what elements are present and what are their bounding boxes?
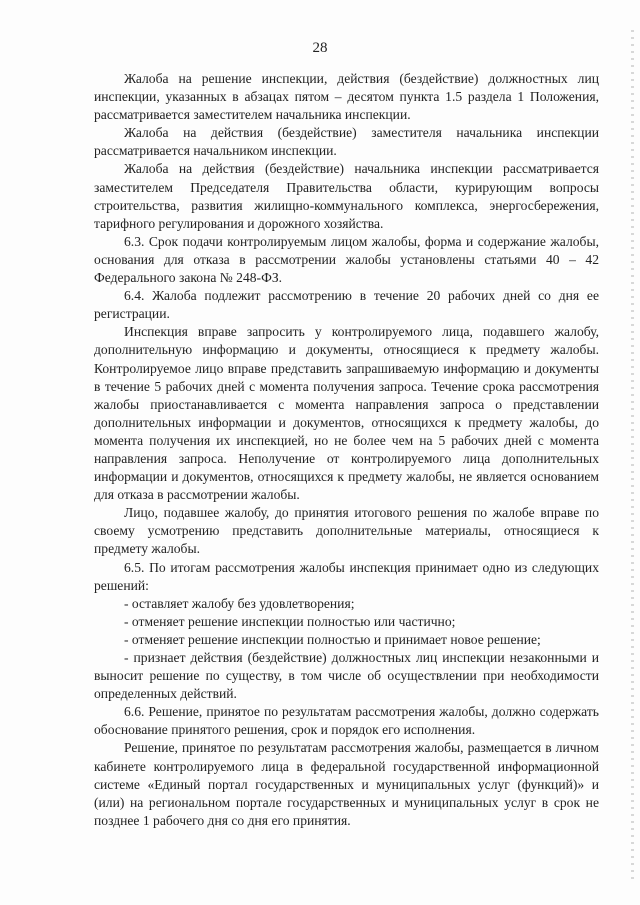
- list-item-cancel-new-decision: - отменяет решение инспекции полностью и принимает новое решение;: [124, 631, 541, 647]
- paragraph-decision-published: Решение, принятое по результатам рассмотрения жалобы, размещается в личном кабинете контролируемого лица в федеральной государственной информационной системе «Единый портал государственных и муниципальных услуг (функций)» и (или) на региональном портале государственных и муниципальных услуг в срок не позднее 1 рабочего дня со дня его принятия.: [94, 740, 599, 828]
- paragraph-6-4: 6.4. Жалоба подлежит рассмотрению в течение 20 рабочих дней со дня ее регистрации.: [94, 288, 599, 322]
- list-item-recognize-illegal: - признает действия (бездействие) должностных лиц инспекции незаконными и выносит решение по существу, в том числе об осуществлении при необходимости определенных действий.: [94, 650, 599, 702]
- page-number: 28: [312, 40, 328, 56]
- paragraph-6-5: 6.5. По итогам рассмотрения жалобы инспекция принимает одно из следующих решений:: [94, 559, 599, 593]
- paragraph-6-6: 6.6. Решение, принятое по результатам рассмотрения жалобы, должно содержать обоснование принятого решения, срок и порядок его исполнения.: [94, 704, 599, 738]
- list-item-leave-unsatisfied: - оставляет жалобу без удовлетворения;: [124, 595, 355, 611]
- list-item-cancel-partially: - отменяет решение инспекции полностью или частично;: [124, 613, 456, 629]
- paragraph-complaint-deputy: Жалоба на решение инспекции, действия (бездействие) должностных лиц инспекции, указанных в абзацах пятом – десятом пункта 1.5 раздела 1 Положения, рассматривается заместителем начальника инспекции.: [94, 71, 599, 123]
- paragraph-additional-materials: Лицо, подавшее жалобу, до принятия итогового решения по жалобе вправе по своему усмотрению представить дополнительные материалы, относящиеся к предмету жалобы.: [94, 505, 599, 557]
- paragraph-complaint-head: Жалоба на действия (бездействие) заместителя начальника инспекции рассматривается начальником инспекции.: [94, 125, 599, 159]
- paragraph-6-3: 6.3. Срок подачи контролируемым лицом жалобы, форма и содержание жалобы, основания для отказа в рассмотрении жалобы установлены статьями 40 – 42 Федерального закона № 248-ФЗ.: [94, 233, 599, 286]
- paragraph-request-info: Инспекция вправе запросить у контролируемого лица, подавшего жалобу, дополнительную информацию и документы, относящиеся к предмету жалобы. Контролируемое лицо вправе представить запрашиваемую информацию и документы в течение 5 рабочих дней с момента получения запроса. Течение срока рассмотрения жалобы приостанавливается с момента направления запроса о представлении дополнительных информации и документов, относящихся к предмету жалобы, до момента получения их инспекцией, но не более чем на 5 рабочих дней с момента направления запроса. Неполучение от контролируемого лица дополнительных информации и документов, относящихся к предмету жалобы, не является основанием для отказа в рассмотрении жалобы.: [94, 324, 599, 503]
- document-body: [94, 70, 599, 830]
- paragraph-complaint-chief: Жалоба на действия (бездействие) начальника инспекции рассматривается заместителем Председателя Правительства области, курирующим вопросы строительства, развития жилищно-коммунального комплекса, энергосбережения, тарифного регулирования и дорожного хозяйства.: [94, 161, 599, 231]
- scan-edge-marks: [631, 30, 634, 880]
